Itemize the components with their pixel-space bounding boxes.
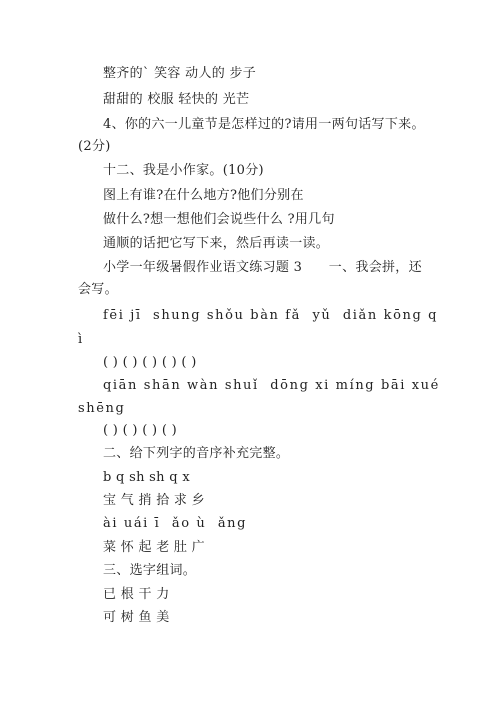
text-line-24: 可 树 鱼 美 (103, 610, 170, 625)
text-line-18: b q sh sh q x (103, 470, 190, 485)
text-line-8: 通顺的话把它写下来，然后再读一读。 (103, 236, 330, 251)
pinyin-line-2-wrap: shēng (78, 401, 126, 416)
pinyin-line-1: fēi jī shung shǒu bàn fǎ yǔ diǎn kōng q (103, 308, 439, 323)
blank-brackets-2: ( ) ( ) ( ) ( ) (103, 423, 178, 438)
text-line-10: 会写。 (78, 282, 118, 297)
text-line-20: ài uái ī ǎo ù ǎng (103, 516, 248, 531)
text-line-9: 小学一年级暑假作业语文练习题 3 一、我会拼，还 (103, 260, 422, 275)
text-line-3: 4、你的六一儿童节是怎样过的?请用一两句话写下来。 (103, 117, 425, 132)
section-heading-2: 二、给下列字的音序补充完整。 (103, 446, 290, 461)
section-heading-12: 十二、我是小作家。(10分) (103, 163, 264, 178)
text-line-23: 已 根 干 力 (103, 587, 170, 602)
text-line-2: 甜甜的 校服 轻快的 光芒 (103, 92, 250, 107)
text-line-6: 图上有谁?在什么地方?他们分别在 (103, 188, 304, 203)
text-line-1: 整齐的` 笑容 动人的 步子 (103, 66, 257, 81)
section-heading-3: 三、选字组词。 (103, 563, 197, 578)
text-line-7: 做什么?想一想他们会说些什么 ?用几句 (103, 212, 335, 227)
pinyin-line-1-wrap: ì (78, 332, 84, 347)
text-line-19: 宝 气 捎 拾 求 乡 (103, 493, 205, 508)
text-line-4: (2分) (78, 139, 111, 154)
pinyin-line-2: qiān shān wàn shuǐ dōng xi míng bāi xué (103, 378, 440, 393)
text-line-21: 菜 怀 起 老 肚 广 (103, 540, 205, 555)
blank-brackets-1: ( ) ( ) ( ) ( ) ( ) (103, 355, 197, 370)
